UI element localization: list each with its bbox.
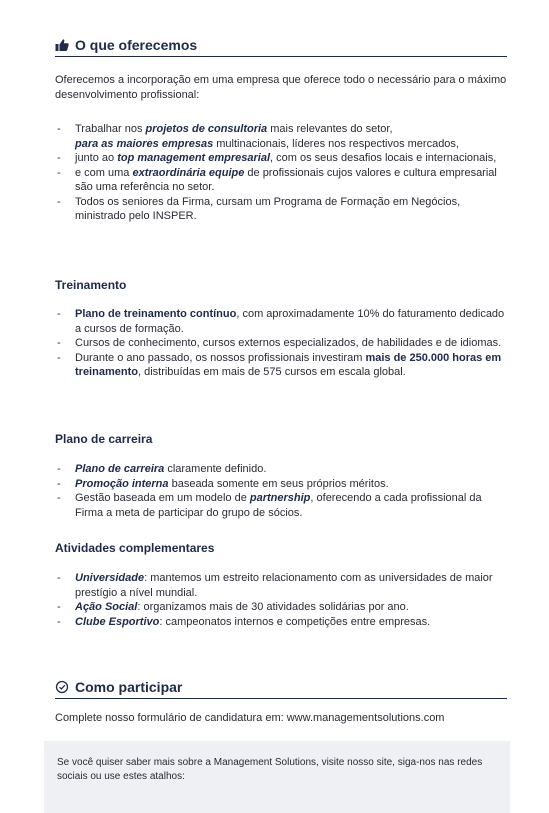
thumbs-up-icon <box>55 38 69 52</box>
list-item: - Plano de treinamento contínuo, com aproximadamente 10% do faturamento dedicado a cursos de formação. <box>55 307 507 336</box>
footer-text: Se você quiser saber mais sobre a Management Solutions, visite nosso site, siga-nos nas redes sociais ou use estes atalhos: <box>57 757 483 782</box>
section-title-offer: O que oferecemos <box>75 37 198 53</box>
list-item: - Promoção interna baseada somente em seus próprios méritos. <box>55 477 507 492</box>
career-list <box>55 462 507 520</box>
check-circle-icon <box>55 680 69 694</box>
list-item: - Durante o ano passado, os nossos profissionais investiram mais de 250.000 horas em treinamento, distribuídas em mais de 575 cursos em escala global. <box>55 351 507 380</box>
list-item: - Plano de carreira claramente definido. <box>55 462 507 477</box>
list-item: - Clube Esportivo: campeonatos internos e competições entre empresas. <box>55 615 507 630</box>
apply-text: Complete nosso formulário de candidatura em: www.managementsolutions.com <box>55 712 445 724</box>
subsection-title-career: Plano de carreira <box>55 432 153 446</box>
list-item: - Universidade: mantemos um estreito relacionamento com as universidades de maior prestígio a nível mundial. <box>55 571 507 600</box>
list-item: - e com uma extraordinária equipe de profissionais cujos valores e cultura empresarial são uma referência no setor. <box>55 166 507 195</box>
section-header-apply <box>55 678 507 699</box>
list-item: - Trabalhar nos projetos de consultoria mais relevantes do setor, para as maiores empresas multinacionais, líderes nos respectivos mercados, <box>55 122 507 151</box>
list-item: - Gestão baseada em um modelo de partnership, oferecendo a cada profissional da Firma a meta de participar do grupo de sócios. <box>55 491 507 520</box>
section-header-offer <box>55 36 507 57</box>
list-item: - Todos os seniores da Firma, cursam um Programa de Formação em Negócios, ministrado pelo INSPER. <box>55 195 507 224</box>
subsection-title-training: Treinamento <box>55 278 127 292</box>
offer-list <box>55 122 507 224</box>
offer-intro: Oferecemos a incorporação em uma empresa que oferece todo o necessário para o máximo desenvolvimento profissional: <box>55 74 507 101</box>
subsection-title-activities: Atividades complementares <box>55 541 215 555</box>
footer-box <box>44 741 510 813</box>
activities-list <box>55 571 507 629</box>
list-item: - Ação Social: organizamos mais de 30 atividades solidárias por ano. <box>55 600 507 615</box>
list-item: - junto ao top management empresarial, com os seus desafios locais e internacionais, <box>55 151 507 166</box>
section-title-apply: Como participar <box>75 679 183 695</box>
training-list <box>55 307 507 380</box>
list-item: - Cursos de conhecimento, cursos externos especializados, de habilidades e de idiomas. <box>55 336 507 351</box>
